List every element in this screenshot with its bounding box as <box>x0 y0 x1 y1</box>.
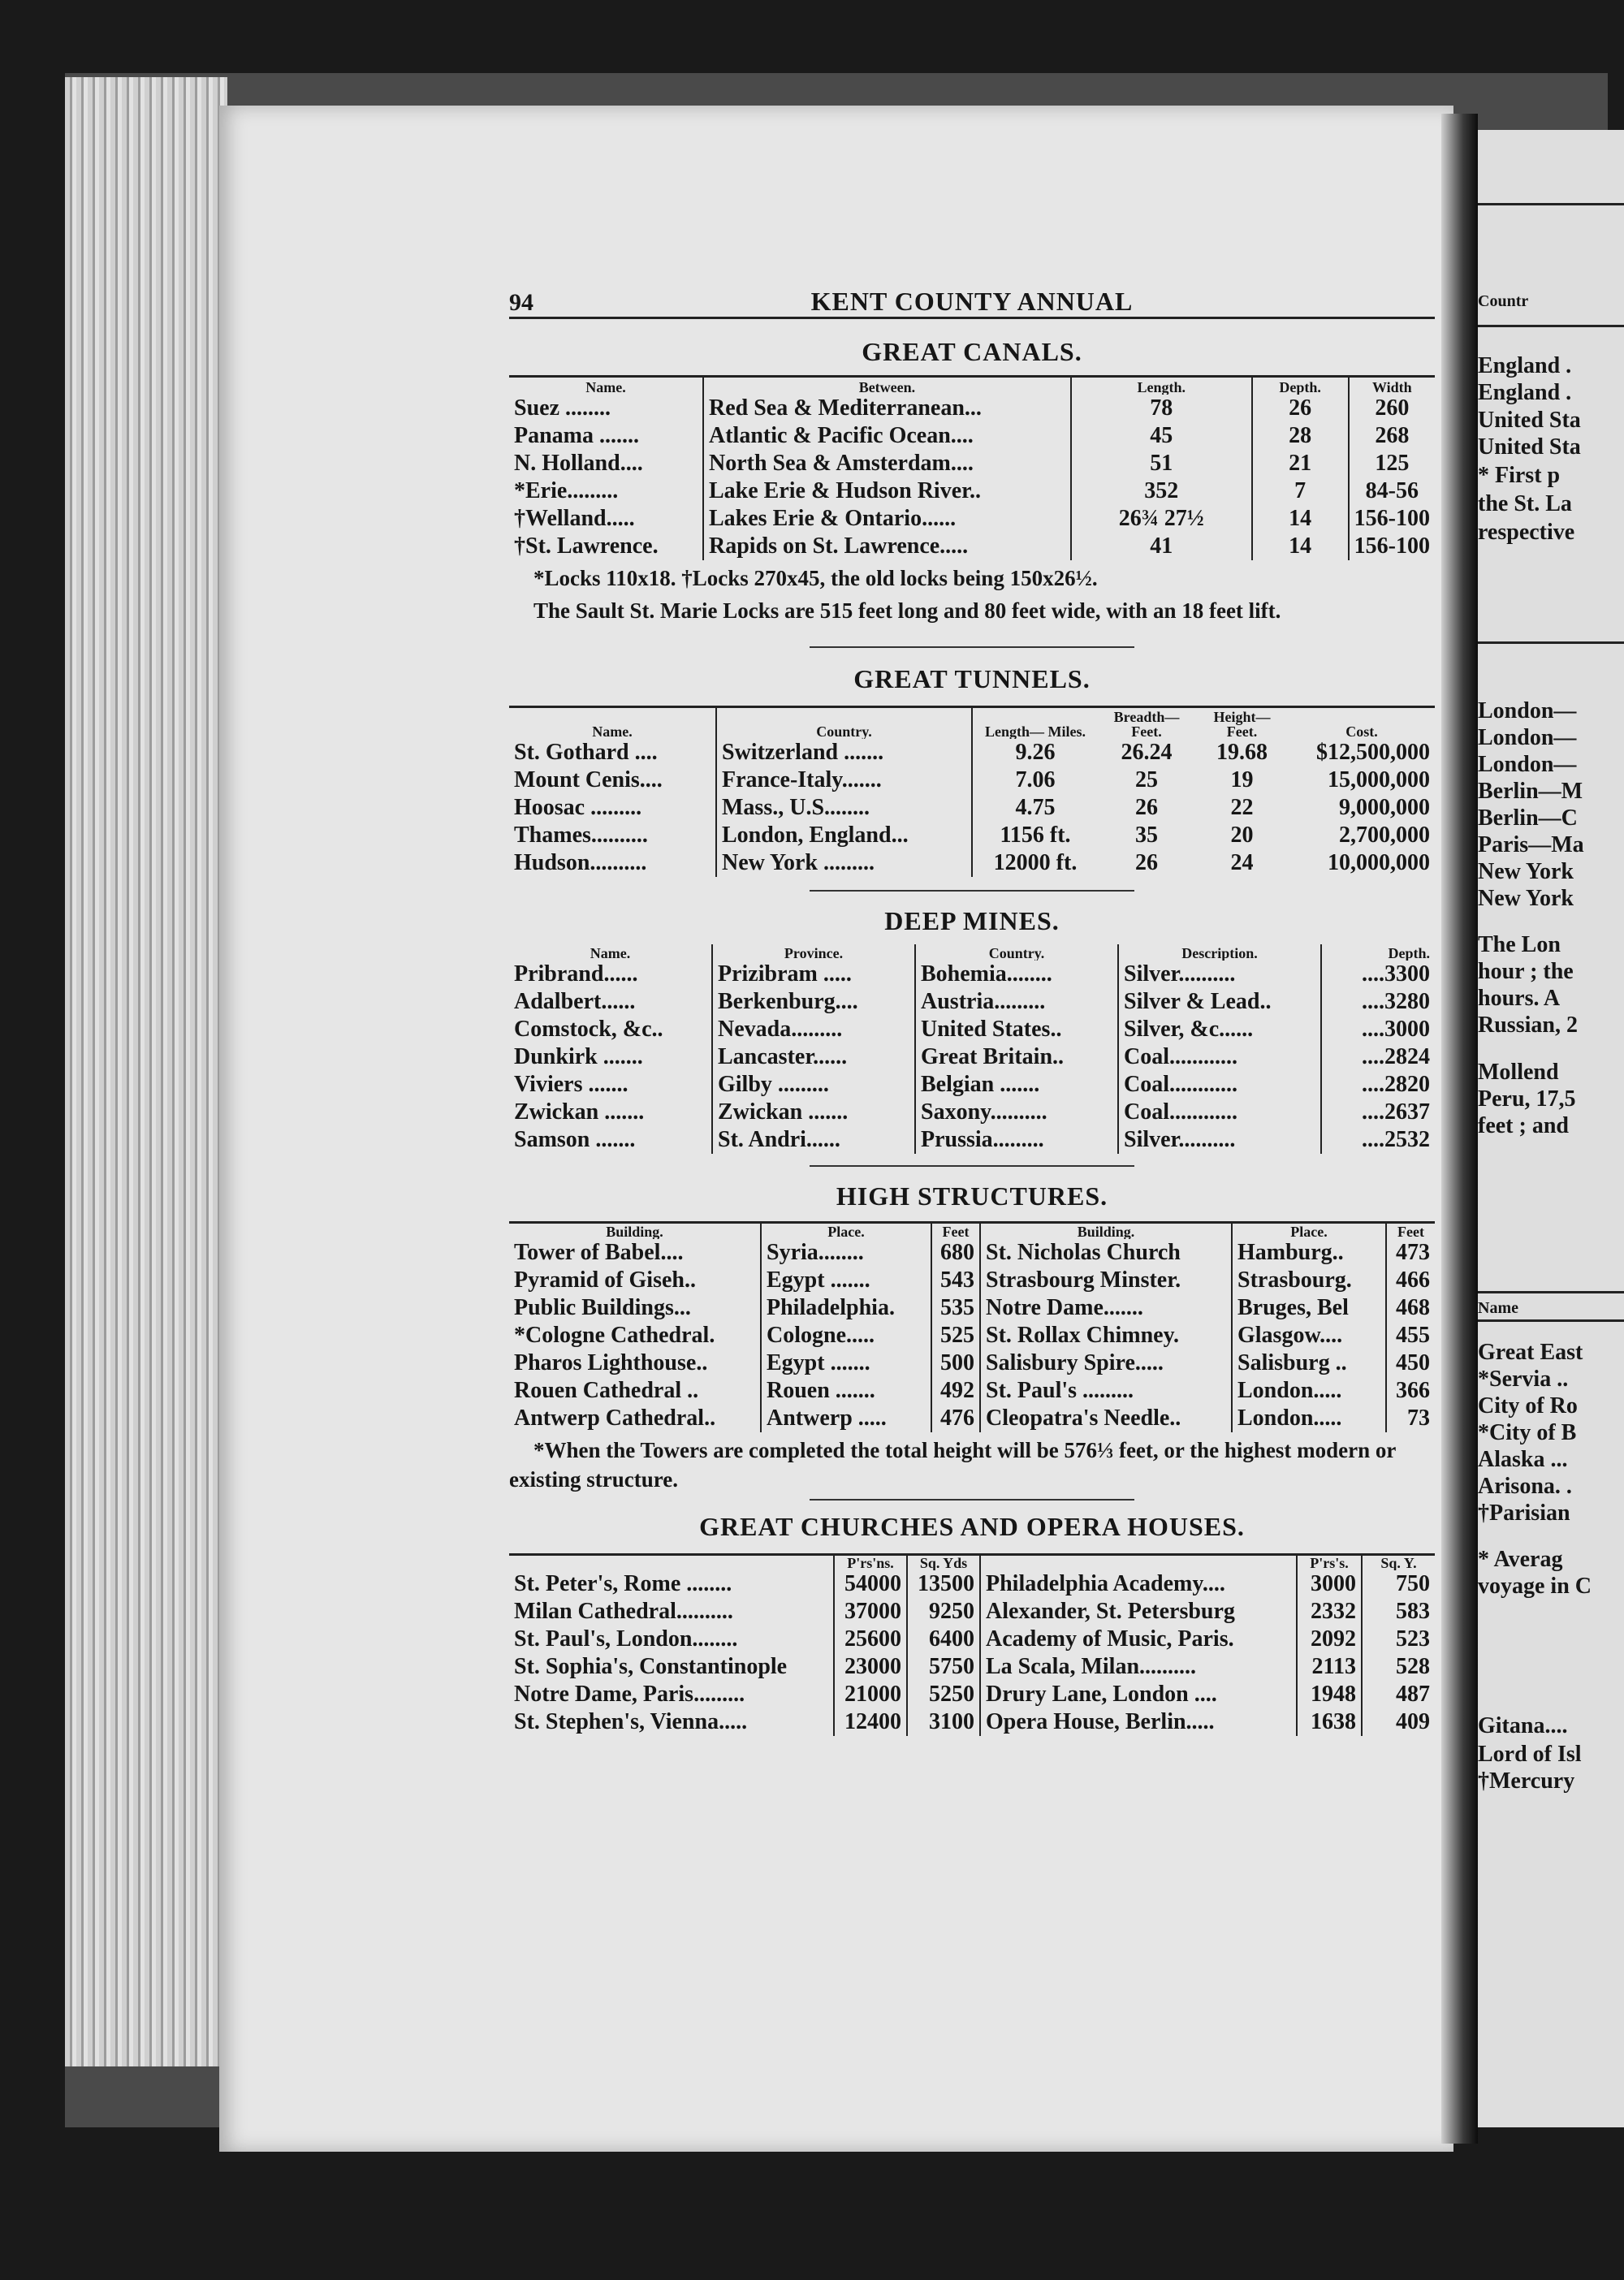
mine-row-cell: Zwickan ....... <box>712 1099 915 1126</box>
right-page-line: the St. La <box>1478 491 1572 516</box>
right-page-line: †Parisian <box>1478 1501 1570 1526</box>
structure-row-cell: Rouen Cathedral .. <box>514 1377 699 1403</box>
structure-row-cell: Philadelphia. <box>761 1294 931 1322</box>
church-row-cell: 528 <box>1362 1653 1435 1681</box>
canal-row-cell: 14 <box>1252 505 1349 533</box>
tunnels-table <box>509 706 1435 878</box>
tunnel-row-cell: 12000 ft. <box>972 849 1098 877</box>
right-page-line: Russian, 2 <box>1478 1013 1578 1038</box>
church-row-cell: 13500 <box>907 1570 980 1598</box>
canal-row-cell: North Sea & Amsterdam.... <box>703 450 1071 477</box>
canal-row <box>509 395 1435 422</box>
structure-row-cell: St. Nicholas Church <box>980 1239 1232 1267</box>
structures-table <box>509 1221 1435 1432</box>
mine-row-cell: Silver, &c...... <box>1118 1016 1321 1043</box>
right-page-line: London— <box>1478 752 1577 777</box>
right-page-line: London— <box>1478 698 1577 723</box>
mine-row-cell: Belgian ....... <box>915 1071 1118 1099</box>
mine-row-cell: Silver.......... <box>1118 1126 1321 1154</box>
tunnel-row <box>509 849 1435 877</box>
tunnel-row-cell: 24 <box>1230 850 1254 875</box>
right-page-line: The Lon <box>1478 932 1561 957</box>
canals-table <box>509 375 1435 560</box>
mine-row-cell: ....3300 <box>1321 961 1435 988</box>
canal-row <box>509 422 1435 450</box>
mines-table <box>509 944 1435 1154</box>
canal-row-cell: 352 <box>1071 477 1252 505</box>
church-row-cell: 5250 <box>907 1681 980 1708</box>
canals-note-sault: The Sault St. Marie Locks are 515 feet long and 80 feet wide, with an 18 feet lift. <box>533 598 1281 623</box>
structure-row-cell: Salisburg .. <box>1232 1349 1386 1377</box>
tunnels-col-country: Country. <box>716 706 972 739</box>
mine-row-cell: Pribrand...... <box>514 961 638 987</box>
structure-row <box>509 1322 1435 1349</box>
tunnel-row-cell: 2,700,000 <box>1339 823 1430 848</box>
structures-col-place: Place. <box>761 1223 931 1239</box>
churches-col-persons: P'rs'ns. <box>834 1554 907 1570</box>
structure-row <box>509 1267 1435 1294</box>
tunnel-row-cell: 9,000,000 <box>1339 795 1430 820</box>
structure-row-cell: Syria........ <box>761 1239 931 1267</box>
canal-row-cell: 78 <box>1071 395 1252 422</box>
church-row-cell: 583 <box>1362 1598 1435 1626</box>
structure-row-cell: 680 <box>931 1239 980 1267</box>
church-row-cell: 9250 <box>907 1598 980 1626</box>
church-row-cell: Milan Cathedral.......... <box>514 1599 733 1624</box>
mine-row-cell: Coal............ <box>1118 1043 1321 1071</box>
tunnel-row-cell: 26 <box>1135 795 1158 820</box>
right-page-line: Countr <box>1478 292 1529 310</box>
tunnel-row-cell: New York ......... <box>716 849 972 877</box>
right-page-line: voyage in C <box>1478 1574 1592 1599</box>
canal-row-cell: 28 <box>1252 422 1349 450</box>
structure-row-cell: Pharos Lighthouse.. <box>514 1349 708 1375</box>
structures-col-feet: Feet <box>931 1223 980 1239</box>
canal-row-cell: 45 <box>1071 422 1252 450</box>
canal-row <box>509 477 1435 505</box>
structure-row <box>509 1239 1435 1267</box>
right-page-line: †Mercury <box>1478 1768 1575 1794</box>
canal-row-cell: 7 <box>1252 477 1349 505</box>
mines-col-province: Province. <box>712 944 915 961</box>
structure-row-cell: Egypt ....... <box>761 1267 931 1294</box>
structure-row-cell: Pyramid of Giseh.. <box>514 1267 696 1293</box>
structure-row-cell: Glasgow.... <box>1232 1322 1386 1349</box>
tunnel-row-cell: Thames.......... <box>514 823 648 848</box>
church-row-cell: 23000 <box>834 1653 907 1681</box>
canals-col-depth: Depth. <box>1252 377 1349 395</box>
section-divider <box>810 890 1134 892</box>
section-divider <box>810 1499 1134 1501</box>
structure-row-cell: 535 <box>931 1294 980 1322</box>
church-row-cell: 54000 <box>834 1570 907 1598</box>
mine-row-cell: Lancaster...... <box>712 1043 915 1071</box>
mine-row <box>509 1126 1435 1154</box>
mine-row-cell: Bohemia........ <box>915 961 1118 988</box>
structure-row-cell: 500 <box>931 1349 980 1377</box>
structures-note: *When the Towers are completed the total height will be 576⅓ feet, or the highest modern or existing structure. <box>509 1437 1396 1492</box>
church-row-cell: 1948 <box>1297 1681 1362 1708</box>
mine-row <box>509 1071 1435 1099</box>
canals-col-length: Length. <box>1071 377 1252 395</box>
church-row-cell: 3000 <box>1297 1570 1362 1598</box>
church-row-cell: 409 <box>1362 1708 1435 1736</box>
church-row-cell: 21000 <box>834 1681 907 1708</box>
canal-row-cell: 260 <box>1349 395 1435 422</box>
mine-row-cell: ....2824 <box>1321 1043 1435 1071</box>
canal-row-cell: 26¾ 27½ <box>1071 505 1252 533</box>
mine-row-cell: Great Britain.. <box>915 1043 1118 1071</box>
right-page-rule <box>1478 1319 1624 1322</box>
tunnel-row <box>509 766 1435 794</box>
right-page-line: United Sta <box>1478 434 1581 460</box>
structure-row-cell: 476 <box>931 1405 980 1432</box>
structure-row-cell: 466 <box>1386 1267 1435 1294</box>
right-page-line: Name <box>1478 1299 1518 1317</box>
structures-col-place-2: Place. <box>1232 1223 1386 1239</box>
structure-row <box>509 1405 1435 1432</box>
mine-row-cell: Saxony.......... <box>915 1099 1118 1126</box>
tunnel-row-cell: 1156 ft. <box>972 822 1098 849</box>
structure-row-cell: Public Buildings... <box>514 1294 691 1320</box>
tunnel-row-cell: 35 <box>1135 823 1158 848</box>
tunnel-row-cell: 26.24 <box>1121 740 1173 765</box>
right-page-line: * First p <box>1478 463 1561 488</box>
structures-col-building: Building. <box>606 1223 663 1239</box>
mine-row-cell: Berkenburg.... <box>712 988 915 1016</box>
structure-row-cell: 492 <box>931 1377 980 1405</box>
right-page-line: hours. A <box>1478 986 1561 1011</box>
structures-col-building-2: Building. <box>980 1223 1232 1239</box>
church-row-cell: 2113 <box>1297 1653 1362 1681</box>
church-row-cell: 25600 <box>834 1626 907 1653</box>
structure-row <box>509 1377 1435 1405</box>
right-page-line: feet ; and <box>1478 1113 1569 1138</box>
structures-title: HIGH STRUCTURES. <box>836 1181 1108 1211</box>
mine-row-cell: United States.. <box>915 1016 1118 1043</box>
church-row-cell: Philadelphia Academy.... <box>980 1570 1297 1598</box>
tunnel-row-cell: 4.75 <box>972 794 1098 822</box>
structure-row-cell: 468 <box>1386 1294 1435 1322</box>
structure-row-cell: 366 <box>1386 1377 1435 1405</box>
structure-row-cell: 525 <box>931 1322 980 1349</box>
canal-row-cell: 125 <box>1349 450 1435 477</box>
canal-row-cell: Lakes Erie & Ontario...... <box>703 505 1071 533</box>
structure-row-cell: Strasbourg. <box>1232 1267 1386 1294</box>
right-page-line: United Sta <box>1478 408 1581 433</box>
canal-row-cell: Lake Erie & Hudson River.. <box>703 477 1071 505</box>
canal-row <box>509 450 1435 477</box>
canal-row-cell: 84-56 <box>1349 477 1435 505</box>
tunnel-row-cell: 15,000,000 <box>1328 767 1430 792</box>
right-page-line: Great East <box>1478 1340 1583 1365</box>
right-page-line: Mollend <box>1478 1060 1559 1085</box>
canal-row-cell: Panama ....... <box>514 422 639 448</box>
church-row <box>509 1626 1435 1653</box>
tunnel-row-cell: Mass., U.S........ <box>716 794 972 822</box>
canal-row-cell: 41 <box>1071 533 1252 560</box>
structure-row-cell: St. Paul's ......... <box>980 1377 1232 1405</box>
church-row-cell: 750 <box>1362 1570 1435 1598</box>
mines-col-country: Country. <box>915 944 1118 961</box>
tunnel-row-cell: 19.68 <box>1216 740 1268 765</box>
tunnels-col-cost: Cost. <box>1345 723 1378 739</box>
book-gutter <box>1441 114 1478 2144</box>
tunnel-row-cell: Mount Cenis.... <box>514 767 663 792</box>
structure-row-cell: 455 <box>1386 1322 1435 1349</box>
running-header <box>509 276 1435 319</box>
mine-row-cell: Prussia......... <box>915 1126 1118 1154</box>
tunnels-col-name: Name. <box>592 723 633 739</box>
church-row-cell: 12400 <box>834 1708 907 1736</box>
page-number: 94 <box>509 289 533 316</box>
church-row-cell: St. Stephen's, Vienna..... <box>514 1709 748 1734</box>
right-page-line: England . <box>1478 380 1572 405</box>
church-row-cell: St. Peter's, Rome ........ <box>514 1571 732 1596</box>
canals-title: GREAT CANALS. <box>862 337 1082 366</box>
structure-row <box>509 1294 1435 1322</box>
page-content <box>509 276 1435 1736</box>
churches-title: GREAT CHURCHES AND OPERA HOUSES. <box>699 1511 1245 1541</box>
churches-col-name <box>509 1554 834 1570</box>
section-divider <box>810 646 1134 648</box>
mine-row-cell: Nevada......... <box>712 1016 915 1043</box>
mine-row <box>509 961 1435 988</box>
right-page-line: London— <box>1478 725 1577 750</box>
mine-row-cell: Prizibram ..... <box>712 961 915 988</box>
mines-col-description: Description. <box>1118 944 1321 961</box>
structures-col-feet-2: Feet <box>1386 1223 1435 1239</box>
canal-row-cell: 156-100 <box>1349 505 1435 533</box>
mine-row <box>509 1099 1435 1126</box>
tunnel-row-cell: 19 <box>1230 767 1254 792</box>
right-page-rule <box>1478 203 1624 205</box>
canal-row-cell: Rapids on St. Lawrence..... <box>703 533 1071 560</box>
canal-row-cell: †St. Lawrence. <box>514 533 659 559</box>
structure-row-cell: Cleopatra's Needle.. <box>980 1405 1232 1432</box>
structure-row-cell: 473 <box>1386 1239 1435 1267</box>
right-page-rule <box>1478 641 1624 644</box>
canals-note-locks: *Locks 110x18. †Locks 270x45, the old locks being 150x26½. <box>533 565 1098 590</box>
canal-row-cell: 14 <box>1252 533 1349 560</box>
church-row-cell: St. Sophia's, Constantinople <box>514 1654 788 1679</box>
right-page-line: Arisona. . <box>1478 1474 1572 1499</box>
structure-row-cell: Hamburg.. <box>1232 1239 1386 1267</box>
right-page-fragment <box>1478 130 1624 2127</box>
tunnel-row-cell: London, England... <box>716 822 972 849</box>
mines-col-name: Name. <box>590 945 631 961</box>
right-page-rule <box>1478 1291 1624 1293</box>
tunnel-row <box>509 794 1435 822</box>
right-page-line: *Servia .. <box>1478 1367 1569 1392</box>
right-page-line: Berlin—M <box>1478 779 1583 804</box>
mine-row-cell: Adalbert...... <box>514 989 636 1014</box>
tunnel-row-cell: Switzerland ....... <box>716 739 972 766</box>
tunnel-row-cell: $12,500,000 <box>1316 740 1430 765</box>
mine-row-cell: Coal............ <box>1118 1071 1321 1099</box>
church-row-cell: 3100 <box>907 1708 980 1736</box>
canal-row-cell: *Erie......... <box>514 477 619 503</box>
structure-row-cell: Notre Dame....... <box>980 1294 1232 1322</box>
structure-row-cell: *Cologne Cathedral. <box>514 1322 715 1348</box>
tunnel-row-cell: 22 <box>1230 795 1254 820</box>
tunnels-col-length: Length— Miles. <box>972 706 1098 739</box>
structure-row-cell: London..... <box>1232 1377 1386 1405</box>
canal-row-cell: 268 <box>1349 422 1435 450</box>
right-page-line: Peru, 17,5 <box>1478 1086 1576 1112</box>
structure-row-cell: Antwerp Cathedral.. <box>514 1405 716 1431</box>
church-row <box>509 1653 1435 1681</box>
mine-row-cell: ....2820 <box>1321 1071 1435 1099</box>
structure-row-cell: Egypt ....... <box>761 1349 931 1377</box>
mine-row-cell: St. Andri...... <box>712 1126 915 1154</box>
church-row-cell: 1638 <box>1297 1708 1362 1736</box>
right-page-line: * Averag <box>1478 1547 1563 1572</box>
mines-col-depth: Depth. <box>1321 944 1435 961</box>
mine-row-cell: Coal............ <box>1118 1099 1321 1126</box>
tunnels-col-height: Height— Feet. <box>1213 709 1271 739</box>
structure-row-cell: Salisbury Spire..... <box>980 1349 1232 1377</box>
church-row-cell: La Scala, Milan.......... <box>980 1653 1297 1681</box>
structure-row-cell: Cologne..... <box>761 1322 931 1349</box>
church-row-cell: Drury Lane, London .... <box>980 1681 1297 1708</box>
tunnel-row-cell: 20 <box>1230 823 1254 848</box>
tunnels-title: GREAT TUNNELS. <box>853 663 1091 693</box>
churches-col-sqyds-2: Sq. Y. <box>1362 1554 1435 1570</box>
right-page-line: respective <box>1478 520 1575 545</box>
mine-row-cell: Dunkirk ....... <box>514 1044 643 1069</box>
church-row-cell: Alexander, St. Petersburg <box>980 1598 1297 1626</box>
mine-row-cell: ....3000 <box>1321 1016 1435 1043</box>
canal-row-cell: †Welland..... <box>514 505 635 531</box>
tunnel-row <box>509 822 1435 849</box>
tunnel-row-cell: Hoosac ......... <box>514 795 642 820</box>
mine-row-cell: Samson ....... <box>514 1127 636 1152</box>
church-row-cell: Notre Dame, Paris......... <box>514 1682 745 1707</box>
church-row <box>509 1708 1435 1736</box>
right-page-line: Berlin—C <box>1478 805 1578 831</box>
tunnel-row <box>509 739 1435 766</box>
mines-title: DEEP MINES. <box>884 906 1060 935</box>
tunnel-row-cell: 9.26 <box>972 739 1098 766</box>
mine-row-cell: Viviers ....... <box>514 1072 628 1097</box>
churches-col-persons-2: P'rs's. <box>1297 1554 1362 1570</box>
tunnel-row-cell: 10,000,000 <box>1328 850 1430 875</box>
churches-col-sqyds: Sq. Yds <box>907 1554 980 1570</box>
right-page-line: City of Ro <box>1478 1393 1578 1419</box>
church-row <box>509 1681 1435 1708</box>
church-row-cell: 6400 <box>907 1626 980 1653</box>
canal-row-cell: Atlantic & Pacific Ocean.... <box>703 422 1071 450</box>
church-row-cell: Academy of Music, Paris. <box>980 1626 1297 1653</box>
church-row-cell: 487 <box>1362 1681 1435 1708</box>
tunnel-row-cell: France-Italy....... <box>716 766 972 794</box>
right-page-line: New York <box>1478 886 1574 911</box>
mine-row-cell: ....2637 <box>1321 1099 1435 1126</box>
mine-row-cell: Austria......... <box>915 988 1118 1016</box>
canal-row-cell: Suez ........ <box>514 395 611 421</box>
canal-row <box>509 533 1435 560</box>
right-page-line: New York <box>1478 859 1574 884</box>
tunnels-col-breadth: Breadth— Feet. <box>1113 709 1180 739</box>
right-page-line: Gitana.... <box>1478 1713 1568 1738</box>
canal-row-cell: 26 <box>1252 395 1349 422</box>
mine-row-cell: Comstock, &c.. <box>514 1017 663 1042</box>
structure-row-cell: Tower of Babel.... <box>514 1239 684 1265</box>
church-row-cell: 523 <box>1362 1626 1435 1653</box>
mine-row <box>509 1043 1435 1071</box>
church-row <box>509 1570 1435 1598</box>
mine-row <box>509 1016 1435 1043</box>
canal-row-cell: N. Holland.... <box>514 450 643 476</box>
canals-col-name: Name. <box>585 378 626 395</box>
church-row-cell: 2092 <box>1297 1626 1362 1653</box>
canal-row-cell: 156-100 <box>1349 533 1435 560</box>
tunnel-row-cell: Hudson.......... <box>514 850 647 875</box>
tunnel-row-cell: 26 <box>1135 850 1158 875</box>
canal-row-cell: 21 <box>1252 450 1349 477</box>
right-page-line: Paris—Ma <box>1478 832 1584 857</box>
mine-row-cell: Silver.......... <box>1118 961 1321 988</box>
mine-row-cell: ....3280 <box>1321 988 1435 1016</box>
right-page-line: England . <box>1478 353 1572 378</box>
church-row-cell: 2332 <box>1297 1598 1362 1626</box>
right-page-line: Lord of Isl <box>1478 1742 1582 1767</box>
tunnel-row-cell: 7.06 <box>972 766 1098 794</box>
canals-col-between: Between. <box>703 377 1071 395</box>
church-row <box>509 1598 1435 1626</box>
mine-row-cell: Silver & Lead.. <box>1118 988 1321 1016</box>
structure-row <box>509 1349 1435 1377</box>
mine-row <box>509 988 1435 1016</box>
canal-row-cell: Red Sea & Mediterranean... <box>703 395 1071 422</box>
running-title: KENT COUNTY ANNUAL <box>810 287 1134 316</box>
church-row-cell: Opera House, Berlin..... <box>980 1708 1297 1736</box>
right-page-line: hour ; the <box>1478 959 1574 984</box>
church-row-cell: 5750 <box>907 1653 980 1681</box>
mine-row-cell: ....2532 <box>1321 1126 1435 1154</box>
structure-row-cell: Bruges, Bel <box>1232 1294 1386 1322</box>
canal-row-cell: 51 <box>1071 450 1252 477</box>
section-divider <box>810 1165 1134 1167</box>
mine-row-cell: Zwickan ....... <box>514 1099 645 1125</box>
structure-row-cell: St. Rollax Chimney. <box>980 1322 1232 1349</box>
structure-row-cell: 543 <box>931 1267 980 1294</box>
churches-table <box>509 1553 1435 1737</box>
tunnel-row-cell: St. Gothard .... <box>514 740 658 765</box>
canal-row <box>509 505 1435 533</box>
book-page-edges <box>65 77 227 2066</box>
tunnel-row-cell: 25 <box>1135 767 1158 792</box>
structure-row-cell: 450 <box>1386 1349 1435 1377</box>
church-row-cell: St. Paul's, London........ <box>514 1626 738 1652</box>
right-page-line: *City of B <box>1478 1420 1577 1445</box>
structure-row-cell: Rouen ....... <box>761 1377 931 1405</box>
structure-row-cell: Antwerp ..... <box>761 1405 931 1432</box>
structure-row-cell: 73 <box>1386 1405 1435 1432</box>
mine-row-cell: Gilby ......... <box>712 1071 915 1099</box>
structure-row-cell: London..... <box>1232 1405 1386 1432</box>
right-page-rule <box>1478 325 1624 327</box>
churches-col-name-2 <box>980 1554 1297 1570</box>
church-row-cell: 37000 <box>834 1598 907 1626</box>
structure-row-cell: Strasbourg Minster. <box>980 1267 1232 1294</box>
canals-col-width: Width <box>1349 377 1435 395</box>
right-page-line: Alaska ... <box>1478 1447 1568 1472</box>
